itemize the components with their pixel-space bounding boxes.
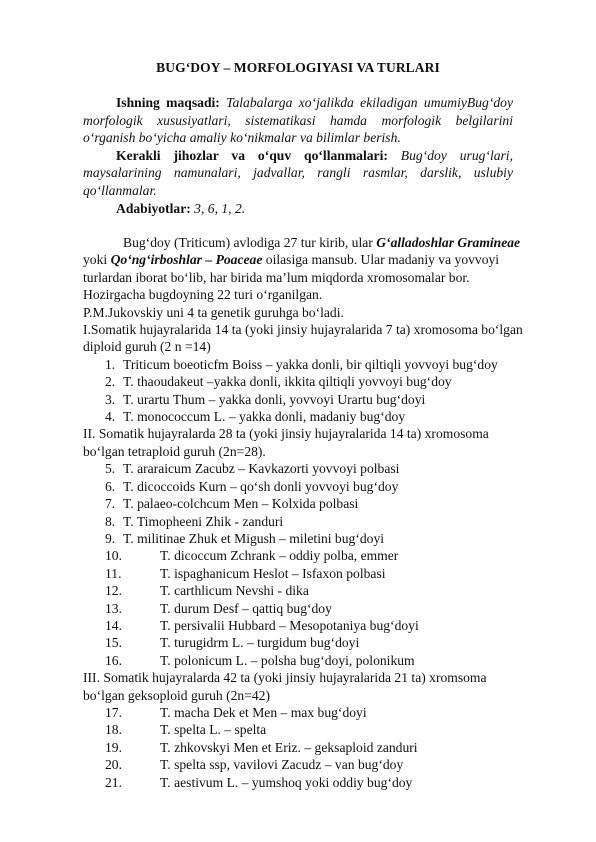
- list-number: 4.: [105, 409, 116, 425]
- list-item: [83, 704, 523, 721]
- list-number: 12.: [105, 583, 122, 599]
- list-item: [83, 565, 523, 582]
- literature-label: Adabiyotlar:: [116, 200, 191, 216]
- list-text: T. persivalii Hubbard – Mesopotaniya bug‘doyi: [160, 617, 419, 633]
- list-item: [83, 617, 523, 634]
- family-name-gramineae: G‘alladoshlar Gramineae: [376, 235, 521, 250]
- list-text: T. dicoccum Zchrank – oddiy polba, emmer: [160, 548, 399, 564]
- list-item: [83, 774, 523, 791]
- list-item: [83, 634, 523, 651]
- equipment-label: Kerakli jihozlar va o‘quv qo‘llanmalari:: [116, 147, 388, 163]
- page-title: BUG‘DOY – MORFOLOGIYASI VA TURLARI: [156, 60, 440, 75]
- list-item: [83, 721, 523, 738]
- list-item: [83, 460, 523, 477]
- list-text: T. aestivum L. – yumshoq yoki oddiy bug‘doy: [160, 774, 413, 790]
- list-text: T. durum Desf – qattiq bug‘doy: [160, 600, 332, 616]
- intro-paragraph: [83, 234, 523, 304]
- list-number: 1.: [105, 356, 116, 372]
- list-text: Triticum boeoticfm Boiss – yakka donli, bir qiltiqli yovvoyi bug‘doy: [123, 356, 498, 372]
- list-number: 11.: [105, 565, 122, 581]
- list-text: T. zhkovskyi Men et Eriz. – geksaploid zanduri: [160, 739, 418, 755]
- list-item: [83, 408, 523, 425]
- list-number: 20.: [105, 757, 122, 773]
- list-number: 18.: [105, 722, 122, 738]
- main-content: [83, 234, 523, 791]
- group-heading-2: II. Somatik hujayralarda 28 ta (yoki jinsiy hujayralarida 14 ta) xromosoma bo‘lgan tetraploid guruh (2n=28).: [83, 426, 489, 459]
- list-item: [83, 756, 523, 773]
- list-number: 7.: [105, 496, 116, 512]
- list-text: T. polonicum L. – polsha bug‘doyi, polonikum: [160, 652, 415, 668]
- list-item: [83, 600, 523, 617]
- list-item: [83, 530, 523, 547]
- family-name-poaceae: Qo‘ng‘irboshlar – Poaceae: [110, 252, 263, 268]
- list-number: 13.: [105, 600, 122, 616]
- list-number: 21.: [105, 774, 122, 790]
- list-number: 5.: [105, 461, 116, 477]
- list-item: [83, 547, 523, 564]
- list-number: 16.: [105, 652, 122, 668]
- list-text: T. thaoudakeut –yakka donli, ikkita qiltiqli yovvoyi bug‘doy: [123, 374, 452, 390]
- list-text: T. spelta L. – spelta: [160, 722, 267, 738]
- list-text: T. ispaghanicum Heslot – Isfaxon polbasi: [160, 565, 386, 581]
- list-item: [83, 739, 523, 756]
- intro-text-3: oilasiga mansub. Ular madaniy va yovvoyi turlardan iborat bo‘lib, har birida ma’lum miqdorda xromosomalar bor. Hozirgacha bugdoyning 22 turi o‘rganilgan.: [83, 252, 500, 303]
- list-item: [83, 356, 523, 373]
- list-item: [83, 478, 523, 495]
- group-heading-3: III. Somatik hujayralarda 42 ta (yoki jinsiy hujayralarida 21 ta) xromsoma bo‘lgan geksoploid guruh (2n=42): [83, 670, 487, 703]
- list-item: [83, 513, 523, 530]
- list-item: [83, 495, 523, 512]
- list-number: 8.: [105, 513, 116, 529]
- list-number: 6.: [105, 478, 116, 494]
- list-text: T. turugidrm L. – turgidum bug‘doyi: [160, 635, 360, 651]
- literature-text: 3, 6, 1, 2.: [194, 200, 246, 216]
- list-text: T. macha Dek et Men – max bug‘doyi: [160, 704, 367, 720]
- list-number: 10.: [105, 548, 122, 564]
- list-number: 19.: [105, 739, 122, 755]
- list-text: T. urartu Thum – yakka donli, yovvoyi Urartu bug‘doyi: [123, 391, 426, 407]
- list-item: [83, 373, 523, 390]
- list-text: T. Timopheeni Zhik - zanduri: [123, 513, 284, 529]
- list-number: 2.: [105, 374, 116, 390]
- grouping-note: P.M.Jukovskiy uni 4 ta genetik guruhga bo‘ladi.: [83, 304, 344, 320]
- goal-section: [83, 94, 513, 217]
- group-heading-1: I.Somatik hujayralarida 14 ta (yoki jinsiy hujayralarida 7 ta) xromosoma bo‘lgan diploid guruh (2 n =14): [83, 322, 523, 355]
- list-text: T. militinae Zhuk et Migush – miletini bug‘doyi: [123, 530, 385, 546]
- goal-text: Talabalarga xo‘jalikda ekiladigan umumiyBug‘doy morfologik xususiyatlari, sistematikasi hamda morfologik belgilarini o‘rganish bo‘yicha amaliy ko‘nikmalar va bilimlar berish.: [83, 95, 513, 146]
- list-text: T. dicoccoids Kurn – qo‘sh donli yovvoyi bug‘doy: [123, 478, 399, 494]
- list-item: [83, 391, 523, 408]
- list-text: T. araraicum Zacubz – Kavkazorti yovvoyi polbasi: [123, 461, 400, 477]
- list-number: 17.: [105, 704, 122, 720]
- list-text: T. carthlicum Nevshi - dika: [160, 583, 309, 599]
- intro-text-2: yoki: [83, 252, 111, 268]
- intro-text-1: Bug‘doy (Triticum) avlodiga 27 tur kirib, ular: [123, 235, 377, 250]
- list-number: 9.: [105, 530, 116, 546]
- list-number: 14.: [105, 617, 122, 633]
- list-text: T. spelta ssp, vavilovi Zacudz – van bug‘doy: [160, 757, 404, 773]
- list-item: [83, 582, 523, 599]
- goal-label: Ishning maqsadi:: [116, 95, 220, 110]
- list-number: 3.: [105, 391, 116, 407]
- list-item: [83, 652, 523, 669]
- list-text: T. monococcum L. – yakka donli, madaniy bug‘doy: [123, 409, 406, 425]
- equipment-text: Bug‘doy urug‘lari, maysalarining namunalari, jadvallar, rangli rasmlar, darslik, uslubiy qo‘llanmalar.: [83, 147, 513, 198]
- list-text: T. palaeo-colchcum Men – Kolxida polbasi: [123, 496, 359, 512]
- list-number: 15.: [105, 635, 122, 651]
